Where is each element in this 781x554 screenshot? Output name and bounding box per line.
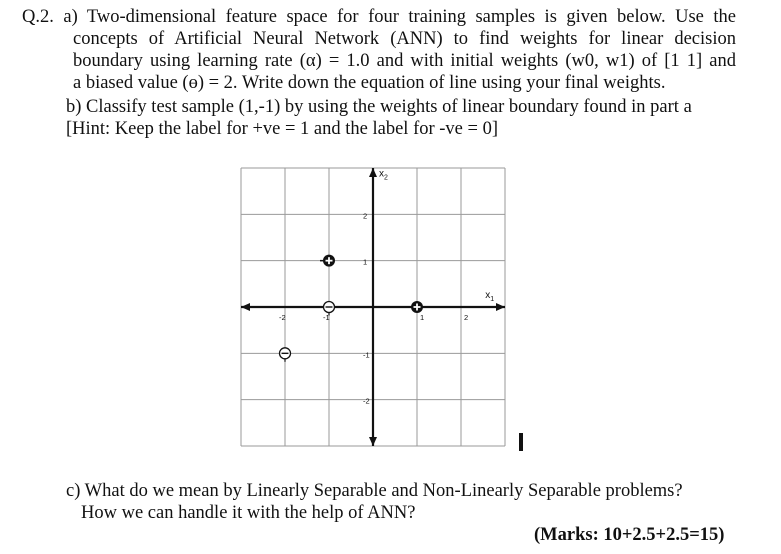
y-tick-label: 2 bbox=[363, 211, 368, 221]
y-axis-arrow-down bbox=[369, 437, 377, 446]
x-axis-arrow-left bbox=[241, 303, 250, 311]
negative-sample-point bbox=[280, 348, 291, 362]
question-a-line-1: Q.2. a) Two-dimensional feature space for four training samples is given below. Use the bbox=[22, 7, 736, 27]
positive-sample-point bbox=[408, 301, 423, 313]
x-axis-arrow-right bbox=[496, 303, 505, 311]
feature-space-plot bbox=[239, 166, 511, 450]
question-c-line-1: c) What do we mean by Linearly Separable and Non-Linearly Separable problems? bbox=[66, 481, 683, 501]
positive-sample-point bbox=[320, 255, 335, 267]
question-a-line-4: a biased value (ɵ) = 2. Write down the equation of line using your final weights. bbox=[73, 73, 666, 93]
x-tick-label: -2 bbox=[279, 313, 286, 322]
y-tick-label: -2 bbox=[363, 396, 370, 406]
y-tick-label: 1 bbox=[363, 257, 368, 267]
question-c-line-2: How we can handle it with the help of ANN? bbox=[81, 503, 416, 523]
x-tick-label: 1 bbox=[420, 313, 425, 322]
x-tick-label: -1 bbox=[323, 313, 330, 322]
x-axis-label: $x_1$ bbox=[485, 290, 495, 303]
y-tick-label: -1 bbox=[363, 350, 370, 360]
hint: [Hint: Keep the label for +ve = 1 and the label for -ve = 0] bbox=[66, 119, 498, 139]
marks: (Marks: 10+2.5+2.5=15) bbox=[534, 525, 725, 545]
question-b: b) Classify test sample (1,-1) by using the weights of linear boundary found in part a bbox=[66, 97, 692, 117]
question-a-line-2: concepts of Artificial Neural Network (ANN) to find weights for linear decision bbox=[73, 29, 736, 49]
y-axis-label: $x_2$ bbox=[379, 168, 388, 182]
y-axis-arrow-up bbox=[369, 168, 377, 177]
text-cursor bbox=[519, 433, 523, 451]
x-tick-label: 2 bbox=[464, 313, 469, 322]
question-a-line-3: boundary using learning rate (α) = 1.0 and with initial weights (w0, w1) of [1 1] and bbox=[73, 51, 736, 71]
